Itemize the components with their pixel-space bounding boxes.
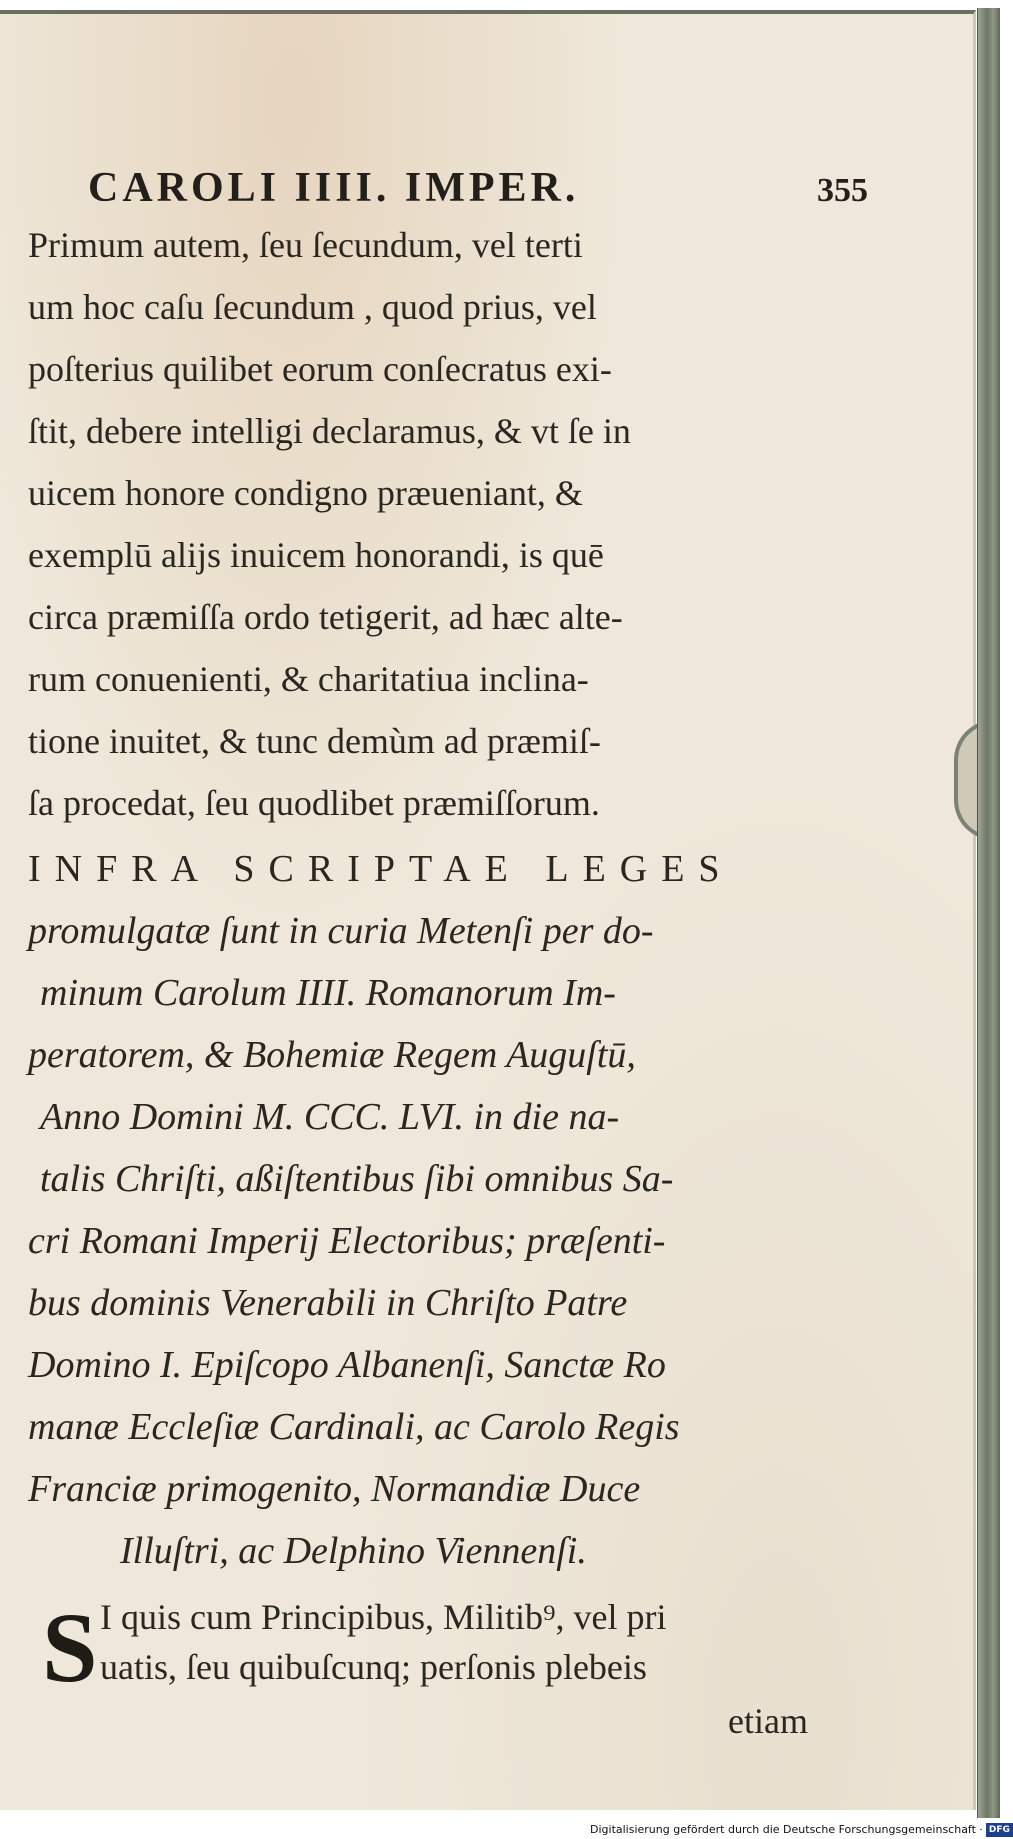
text-line: uatis, ſeu quibuſcunq; perſonis plebeis [100,1647,647,1687]
page-header [88,164,868,212]
italic-line: cri Romani Imperij Electoribus; præſenti- [28,1220,666,1262]
italic-line: peratorem, & Bohemiæ Regem Auguſtū, [28,1034,636,1076]
italic-line: talis Chriſti, aßiſtentibus ſibi omnibus Sa- [40,1158,674,1200]
running-head: CAROLI IIII. IMPER. [88,165,580,211]
footer-credit: Digitalisierung gefördert durch die Deutsche Forschungsgemeinschaft · [590,1823,983,1836]
digitization-footer [590,1820,1010,1839]
text-line: circa præmiſſa ordo tetigerit, ad hæc alte- [28,597,623,637]
italic-line: promulgatæ ſunt in curia Metenſi per do- [28,910,654,952]
text-line: uicem honore condigno præueniant, & [28,473,583,513]
final-paragraph [28,1592,808,1746]
italic-line: manæ Eccleſiæ Cardinali, ac Carolo Regis [28,1406,680,1448]
italic-line: minum Carolum IIII. Romanorum Im- [40,972,616,1014]
paragraph-1 [28,214,808,834]
text-line: exemplū alijs inuicem honorandi, is quē [28,535,604,575]
drop-cap: S [42,1592,98,1703]
italic-line: Franciæ primogenito, Normandiæ Duce [28,1468,641,1510]
italic-line: bus dominis Venerabili in Chriſto Patre [28,1282,628,1324]
text-line: ſa procedat, ſeu quodlibet præmiſſorum. [28,783,600,823]
italic-line: Illuſtri, ac Delphino Viennenſi. [120,1530,587,1572]
text-line: I quis cum Principibus, Militib⁹, vel pri [100,1597,667,1637]
italic-line: Domino I. Epiſcopo Albanenſi, Sanctæ Ro [28,1344,666,1386]
page-text [28,164,868,1746]
book-fore-edge [977,8,1000,1818]
text-line: ſtit, debere intelligi declaramus, & vt ſe in [28,411,631,451]
text-line: Primum autem, ſeu ſecundum, vel terti [28,225,583,265]
book-page [0,10,976,1810]
text-line: um hoc caſu ſecundum , quod prius, vel [28,287,597,327]
text-line: poſterius quilibet eorum conſecratus exi- [28,349,612,389]
italic-block [28,900,808,1582]
italic-line: Anno Domini M. CCC. LVI. in die na- [40,1096,620,1138]
text-line: tione inuitet, & tunc demùm ad præmiſ- [28,721,601,761]
dfg-logo-icon: DFG [986,1823,1013,1837]
catchword: etiam [728,1701,808,1741]
section-heading: INFRA SCRIPTAE LEGES [28,848,734,890]
text-line: rum conuenienti, & charitatiua inclina- [28,659,589,699]
page-number: 355 [817,172,868,209]
